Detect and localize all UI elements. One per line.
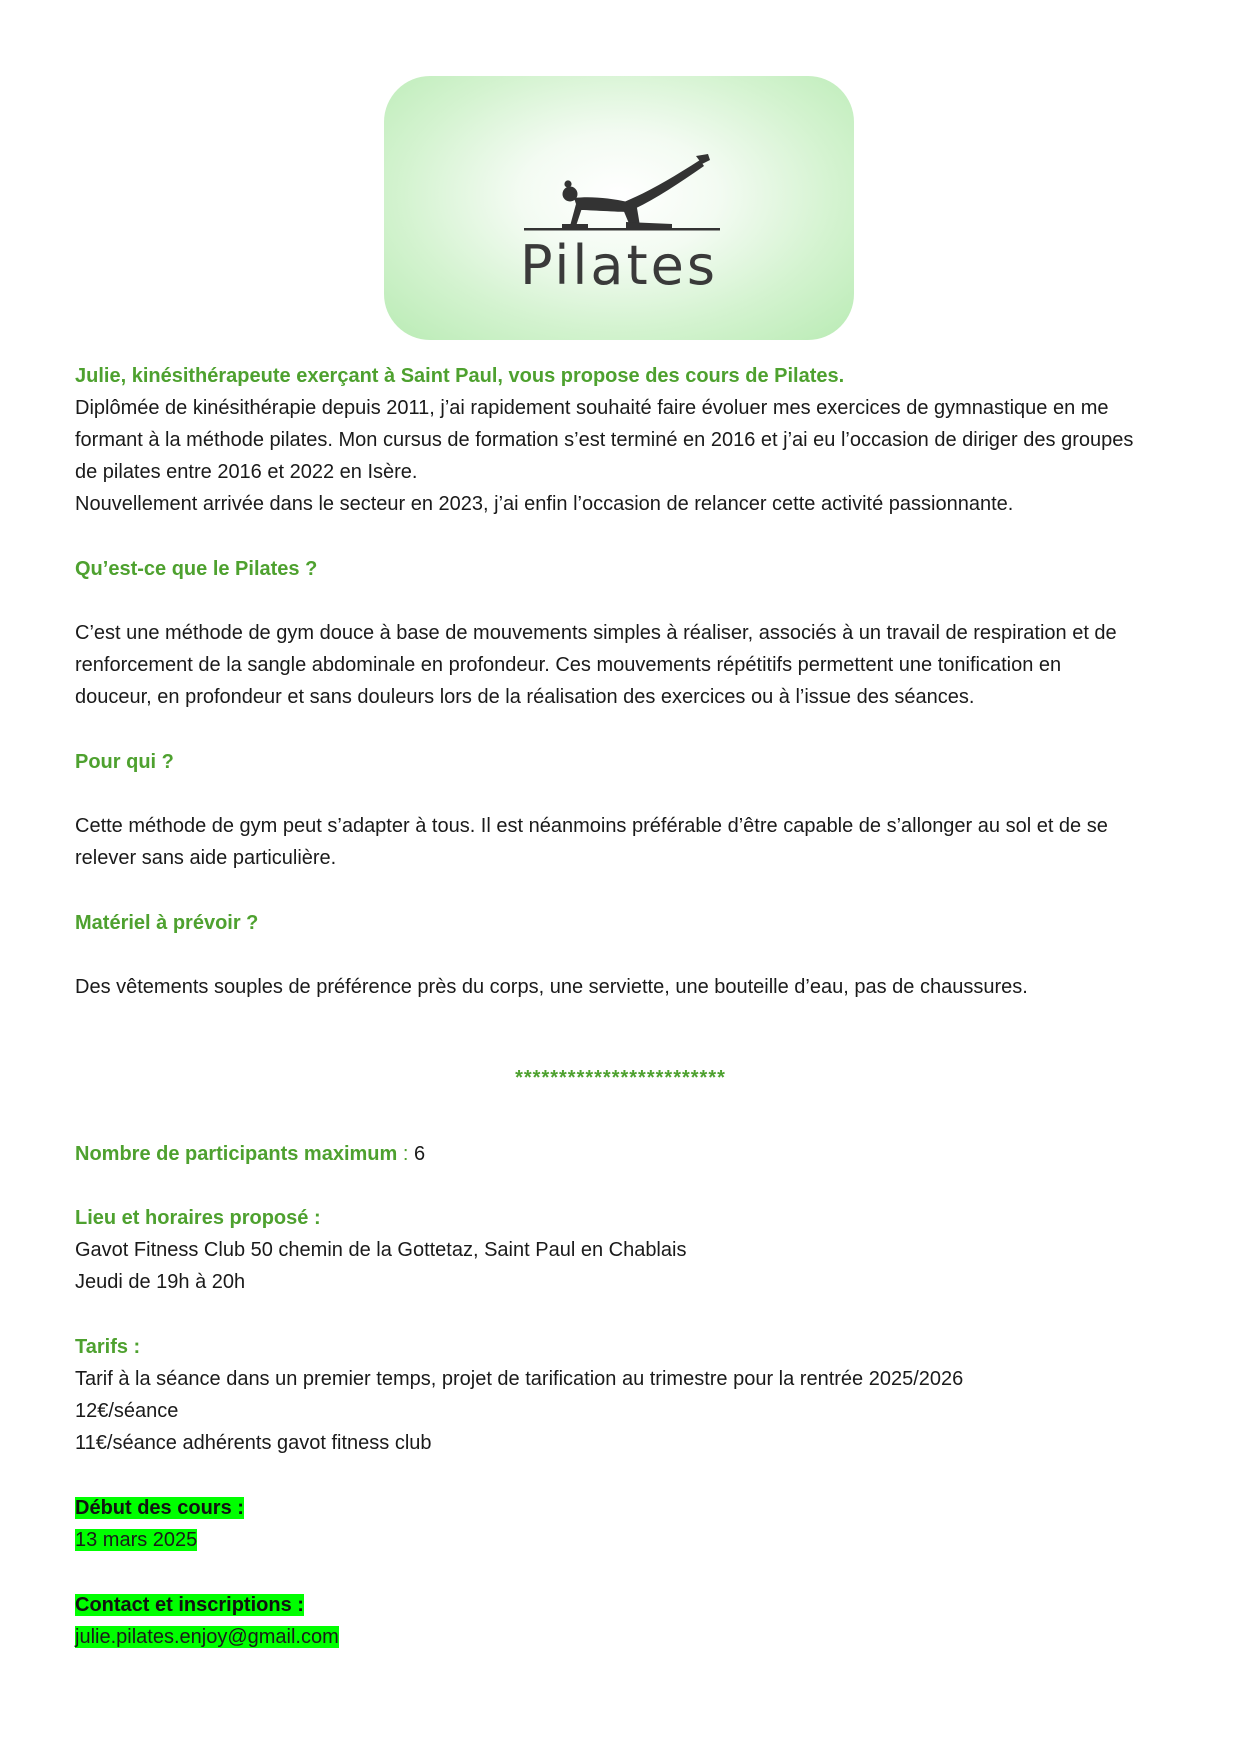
prices-section bbox=[75, 1331, 1163, 1459]
gear-line-1: Des vêtements souples de préférence près du corps, une serviette, une bouteille d’eau, pas de chaussures. bbox=[75, 976, 1028, 998]
contact-email[interactable]: julie.pilates.enjoy@gmail.com bbox=[75, 1626, 339, 1648]
star-separator: ************************ bbox=[515, 1067, 726, 1089]
gear-heading: Matériel à prévoir ? bbox=[75, 912, 259, 934]
who-heading: Pour qui ? bbox=[75, 751, 174, 773]
prices-line-3: 11€/séance adhérents gavot fitness club bbox=[75, 1432, 432, 1454]
pilates-pose-icon bbox=[524, 154, 720, 236]
participants-sep: : bbox=[397, 1143, 414, 1165]
participants-label: Nombre de participants maximum bbox=[75, 1143, 398, 1165]
what-line-2: renforcement de la sangle abdominale en profondeur. Ces mouvements répétitifs permettent une tonification en bbox=[75, 654, 1062, 676]
gear-section bbox=[75, 907, 1163, 939]
logo-wordmark: Pilates bbox=[519, 234, 718, 297]
intro-heading: Julie, kinésithérapeute exerçant à Saint Paul, vous propose des cours de Pilates. bbox=[75, 365, 845, 387]
prices-line-1: Tarif à la séance dans un premier temps, projet de tarification au trimestre pour la rentrée 2025/2026 bbox=[75, 1368, 964, 1390]
participants-value: 6 bbox=[413, 1143, 426, 1165]
place-heading: Lieu et horaires proposé : bbox=[75, 1207, 321, 1229]
who-line-2: relever sans aide particulière. bbox=[75, 847, 337, 869]
pilates-logo bbox=[384, 76, 854, 340]
participants-section bbox=[75, 1138, 1163, 1170]
contact-section bbox=[75, 1589, 1163, 1653]
intro-line-4: Nouvellement arrivée dans le secteur en 2023, j’ai enfin l’occasion de relancer cette activité passionnante. bbox=[75, 493, 1014, 515]
place-section bbox=[75, 1202, 1163, 1298]
who-line-1: Cette méthode de gym peut s’adapter à tous. Il est néanmoins préférable d’être capable de s’allonger au sol et de se bbox=[75, 815, 1108, 837]
intro-line-1: Diplômée de kinésithérapie depuis 2011, j’ai rapidement souhaité faire évoluer mes exercices de gymnastique en me bbox=[75, 397, 1109, 419]
gear-body bbox=[75, 971, 1163, 1003]
start-heading: Début des cours : bbox=[75, 1497, 244, 1519]
what-line-1: C’est une méthode de gym douce à base de mouvements simples à réaliser, associés à un travail de respiration et de bbox=[75, 622, 1117, 644]
what-line-3: douceur, en profondeur et sans douleurs lors de la réalisation des exercices ou à l’issue des séances. bbox=[75, 686, 975, 708]
intro-section bbox=[75, 360, 1163, 520]
contact-heading: Contact et inscriptions : bbox=[75, 1594, 304, 1616]
what-heading: Qu’est-ce que le Pilates ? bbox=[75, 558, 318, 580]
what-section bbox=[75, 553, 1163, 585]
start-date: 13 mars 2025 bbox=[75, 1529, 198, 1551]
prices-heading: Tarifs : bbox=[75, 1336, 141, 1358]
prices-line-2: 12€/séance bbox=[75, 1400, 179, 1422]
who-body bbox=[75, 810, 1163, 874]
who-section bbox=[75, 746, 1163, 778]
place-line-2: Jeudi de 19h à 20h bbox=[75, 1271, 246, 1293]
intro-line-2: formant à la méthode pilates. Mon cursus de formation s’est terminé en 2016 et j’ai eu l’occasion de diriger des groupes bbox=[75, 429, 1134, 451]
what-body bbox=[75, 617, 1163, 713]
intro-line-3: de pilates entre 2016 et 2022 en Isère. bbox=[75, 461, 418, 483]
start-section bbox=[75, 1492, 1163, 1556]
place-line-1: Gavot Fitness Club 50 chemin de la Gottetaz, Saint Paul en Chablais bbox=[75, 1239, 687, 1261]
